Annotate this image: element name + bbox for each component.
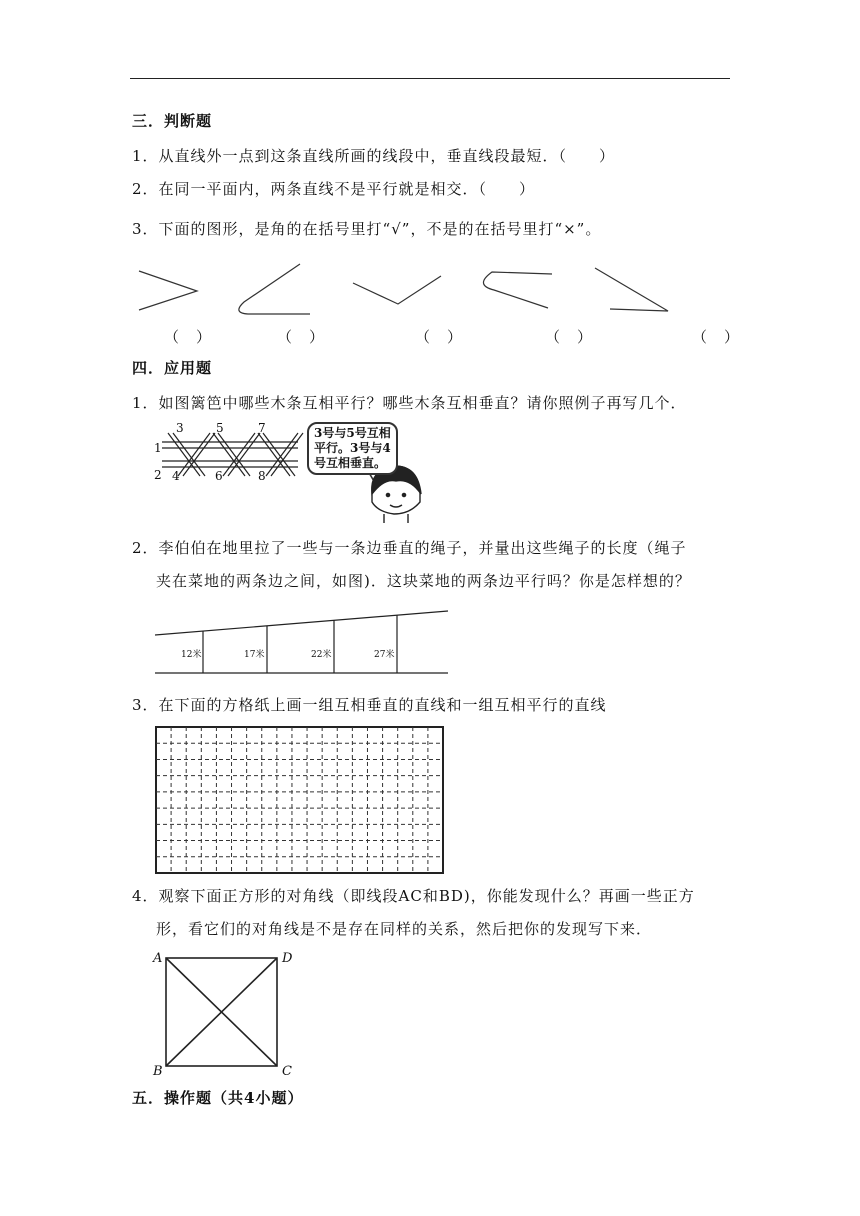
section3-q1: 1．从直线外一点到这条直线所画的线段中，垂直线段最短．（ ） bbox=[132, 147, 616, 165]
fence-number-5: 5 bbox=[216, 421, 224, 435]
fence-number-4: 4 bbox=[172, 469, 180, 483]
section3-q2: 2．在同一平面内，两条直线不是平行就是相交．（ ） bbox=[132, 180, 536, 198]
vertex-c: C bbox=[282, 1064, 292, 1079]
vertex-b: B bbox=[153, 1064, 163, 1079]
bubble-line-2: 平行。3号与4 bbox=[314, 441, 391, 455]
fence-number-6: 6 bbox=[215, 469, 223, 483]
fence-number-8: 8 bbox=[258, 469, 266, 483]
fence-number-2: 2 bbox=[154, 468, 162, 482]
rope-label-4: 27米 bbox=[374, 650, 395, 660]
fence-number-7: 7 bbox=[258, 421, 266, 435]
bracket-3: （ ） bbox=[415, 328, 464, 346]
vertex-d: D bbox=[282, 951, 293, 966]
rope-label-3: 22米 bbox=[311, 650, 332, 660]
section4-q4-line1: 4．观察下面正方形的对角线（即线段AC和BD)，你能发现什么？再画一些正方 bbox=[132, 887, 695, 905]
fence-number-3: 3 bbox=[176, 421, 184, 435]
rope-label-2: 17米 bbox=[244, 650, 265, 660]
section4-q3: 3．在下面的方格纸上画一组互相垂直的直线和一组互相平行的直线 bbox=[132, 696, 607, 714]
rope-label-1: 12米 bbox=[181, 650, 202, 660]
bubble-line-3: 号互相垂直。 bbox=[314, 456, 387, 470]
section4-q1: 1．如图篱笆中哪些木条互相平行？哪些木条互相垂直？请你照例子再写几个． bbox=[132, 394, 687, 412]
section4-q2-line2: 夹在菜地的两条边之间，如图)．这块菜地的两条边平行吗？你是怎样想的？ bbox=[156, 572, 691, 590]
bubble-line-1: 3号与5号互相 bbox=[314, 426, 391, 440]
fence-number-1: 1 bbox=[154, 441, 162, 455]
section4-q4-line2: 形，看它们的对角线是不是存在同样的关系，然后把你的发现写下来． bbox=[156, 920, 653, 938]
section3-heading: 三．判断题 bbox=[132, 112, 213, 130]
bracket-4: （ ） bbox=[545, 328, 594, 346]
section4-heading: 四．应用题 bbox=[132, 359, 213, 377]
section4-q2-line1: 2．李伯伯在地里拉了一些与一条边垂直的绳子，并量出这些绳子的长度（绳子 bbox=[132, 539, 687, 557]
section3-q3: 3．下面的图形，是角的在括号里打“√”，不是的在括号里打“×”。 bbox=[132, 220, 602, 238]
bracket-5: （ ） bbox=[692, 328, 741, 346]
bracket-1: （ ） bbox=[164, 328, 213, 346]
bracket-2: （ ） bbox=[277, 328, 326, 346]
section5-heading: 五．操作题（共4小题） bbox=[132, 1089, 304, 1107]
vertex-a: A bbox=[153, 951, 163, 966]
